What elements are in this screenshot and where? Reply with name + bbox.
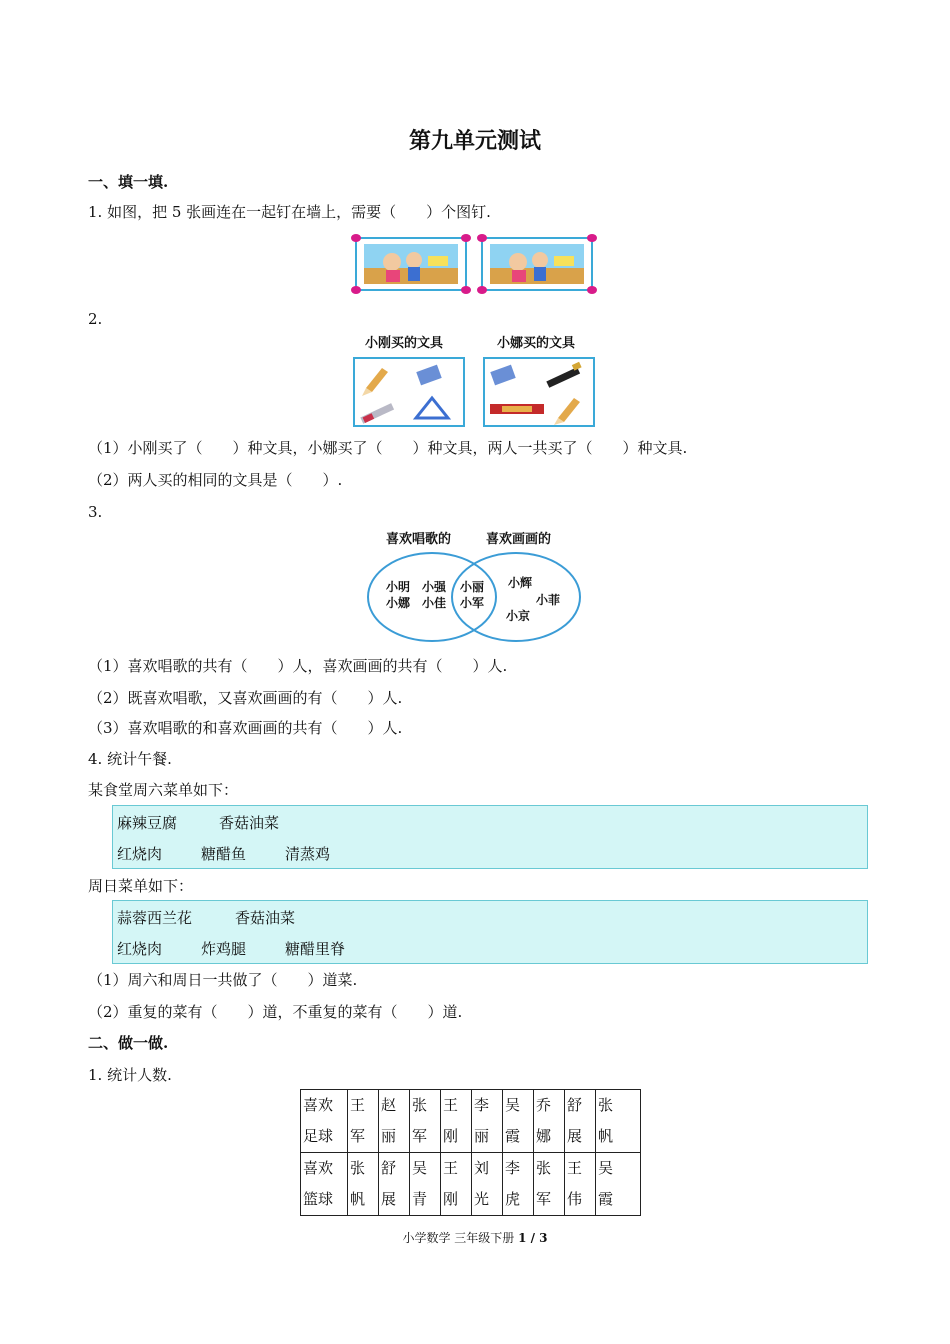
- venn-left-label: 喜欢唱歌的: [386, 532, 452, 547]
- saturday-intro: 某食堂周六菜单如下：: [88, 781, 239, 799]
- table-cell: 喜欢 篮球: [301, 1153, 348, 1216]
- q3-sub1: （1）喜欢唱歌的共有（ ）人，喜欢画画的共有（ ）人.: [88, 657, 508, 675]
- q2-sub1: （1）小刚买了（ ）种文具，小娜买了（ ）种文具，两人一共买了（ ）种文具.: [88, 439, 688, 457]
- section-1-heading: 一、填一填.: [88, 173, 169, 191]
- table-cell: 王 刚: [441, 1090, 472, 1153]
- venn-name: 小明: [386, 580, 411, 594]
- dish: 清蒸鸡: [285, 845, 331, 863]
- table-row: [301, 1090, 641, 1153]
- q2-sub2: （2）两人买的相同的文具是（ ）.: [88, 471, 343, 489]
- table-row: [301, 1153, 641, 1216]
- venn-name: 小娜: [386, 596, 411, 610]
- venn-name: 小丽: [460, 580, 485, 594]
- page-title: 第九单元测试: [408, 128, 541, 154]
- table-cell: 吴 霞: [596, 1153, 641, 1216]
- dish: 蒜蓉西兰花: [117, 909, 193, 927]
- stationery-figure: [352, 356, 598, 430]
- q4-text: 4. 统计午餐.: [88, 750, 172, 768]
- dish: 红烧肉: [117, 845, 163, 863]
- sunday-intro: 周日菜单如下：: [88, 877, 194, 895]
- table-cell: 王 刚: [441, 1153, 472, 1216]
- picture-frame-1: [356, 238, 466, 290]
- dish: 糖醋里脊: [285, 940, 346, 958]
- ruler-icon: [490, 404, 544, 414]
- page-number: 1 / 3: [518, 1231, 548, 1245]
- table-cell: 喜欢 足球: [301, 1090, 348, 1153]
- footer-subject: 小学数学 三年级下册: [402, 1231, 519, 1245]
- dish: 香菇油菜: [235, 909, 296, 927]
- picture-frame-2: [482, 238, 592, 290]
- table-cell: 张 帆: [348, 1153, 379, 1216]
- q4-sub2: （2）重复的菜有（ ）道，不重复的菜有（ ）道.: [88, 1003, 463, 1021]
- venn-name: 小辉: [508, 576, 533, 590]
- venn-name: 小强: [422, 580, 447, 594]
- dish: 麻辣豆腐: [117, 814, 178, 832]
- table-cell: 张 帆: [596, 1090, 641, 1153]
- box-left-label: 小刚买的文具: [365, 336, 444, 351]
- table-cell: 王 军: [348, 1090, 379, 1153]
- dish: 红烧肉: [117, 940, 163, 958]
- q4-sub1: （1）周六和周日一共做了（ ）道菜.: [88, 971, 358, 989]
- table-cell: 李 丽: [472, 1090, 503, 1153]
- venn-name: 小京: [506, 609, 531, 623]
- venn-name: 小军: [460, 596, 485, 610]
- dish: 炸鸡腿: [201, 940, 247, 958]
- box-right-label: 小娜买的文具: [497, 336, 576, 351]
- dish: 糖醋鱼: [201, 845, 247, 863]
- q3-sub2: （2）既喜欢唱歌，又喜欢画画的有（ ）人.: [88, 689, 403, 707]
- sunday-menu-box: [112, 900, 868, 964]
- dish: 香菇油菜: [219, 814, 280, 832]
- q1-text: 1. 如图，把 5 张画连在一起钉在墙上，需要（ ）个图钉.: [88, 203, 491, 221]
- venn-name: 小佳: [422, 596, 447, 610]
- table-cell: 王 伟: [565, 1153, 596, 1216]
- pinned-pictures-figure: [348, 232, 600, 296]
- section-2-heading: 二、做一做.: [88, 1034, 169, 1052]
- venn-right-label: 喜欢画画的: [486, 532, 552, 547]
- people-table: [300, 1089, 641, 1216]
- table-cell: 舒 展: [565, 1090, 596, 1153]
- table-cell: 舒 展: [379, 1153, 410, 1216]
- table-cell: 吴 青: [410, 1153, 441, 1216]
- venn-name: 小菲: [536, 593, 561, 607]
- table-cell: 赵 丽: [379, 1090, 410, 1153]
- table-cell: 乔 娜: [534, 1090, 565, 1153]
- table-cell: 张 军: [534, 1153, 565, 1216]
- q3-number: 3.: [88, 503, 103, 521]
- table-cell: 李 虎: [503, 1153, 534, 1216]
- table-cell: 刘 光: [472, 1153, 503, 1216]
- table-cell: 吴 霞: [503, 1090, 534, 1153]
- q2-number: 2.: [88, 310, 103, 328]
- saturday-menu-box: [112, 805, 868, 869]
- q3-sub3: （3）喜欢唱歌的和喜欢画画的共有（ ）人.: [88, 719, 403, 737]
- section2-q1-text: 1. 统计人数.: [88, 1066, 172, 1084]
- page-footer: [0, 1230, 950, 1246]
- table-cell: 张 军: [410, 1090, 441, 1153]
